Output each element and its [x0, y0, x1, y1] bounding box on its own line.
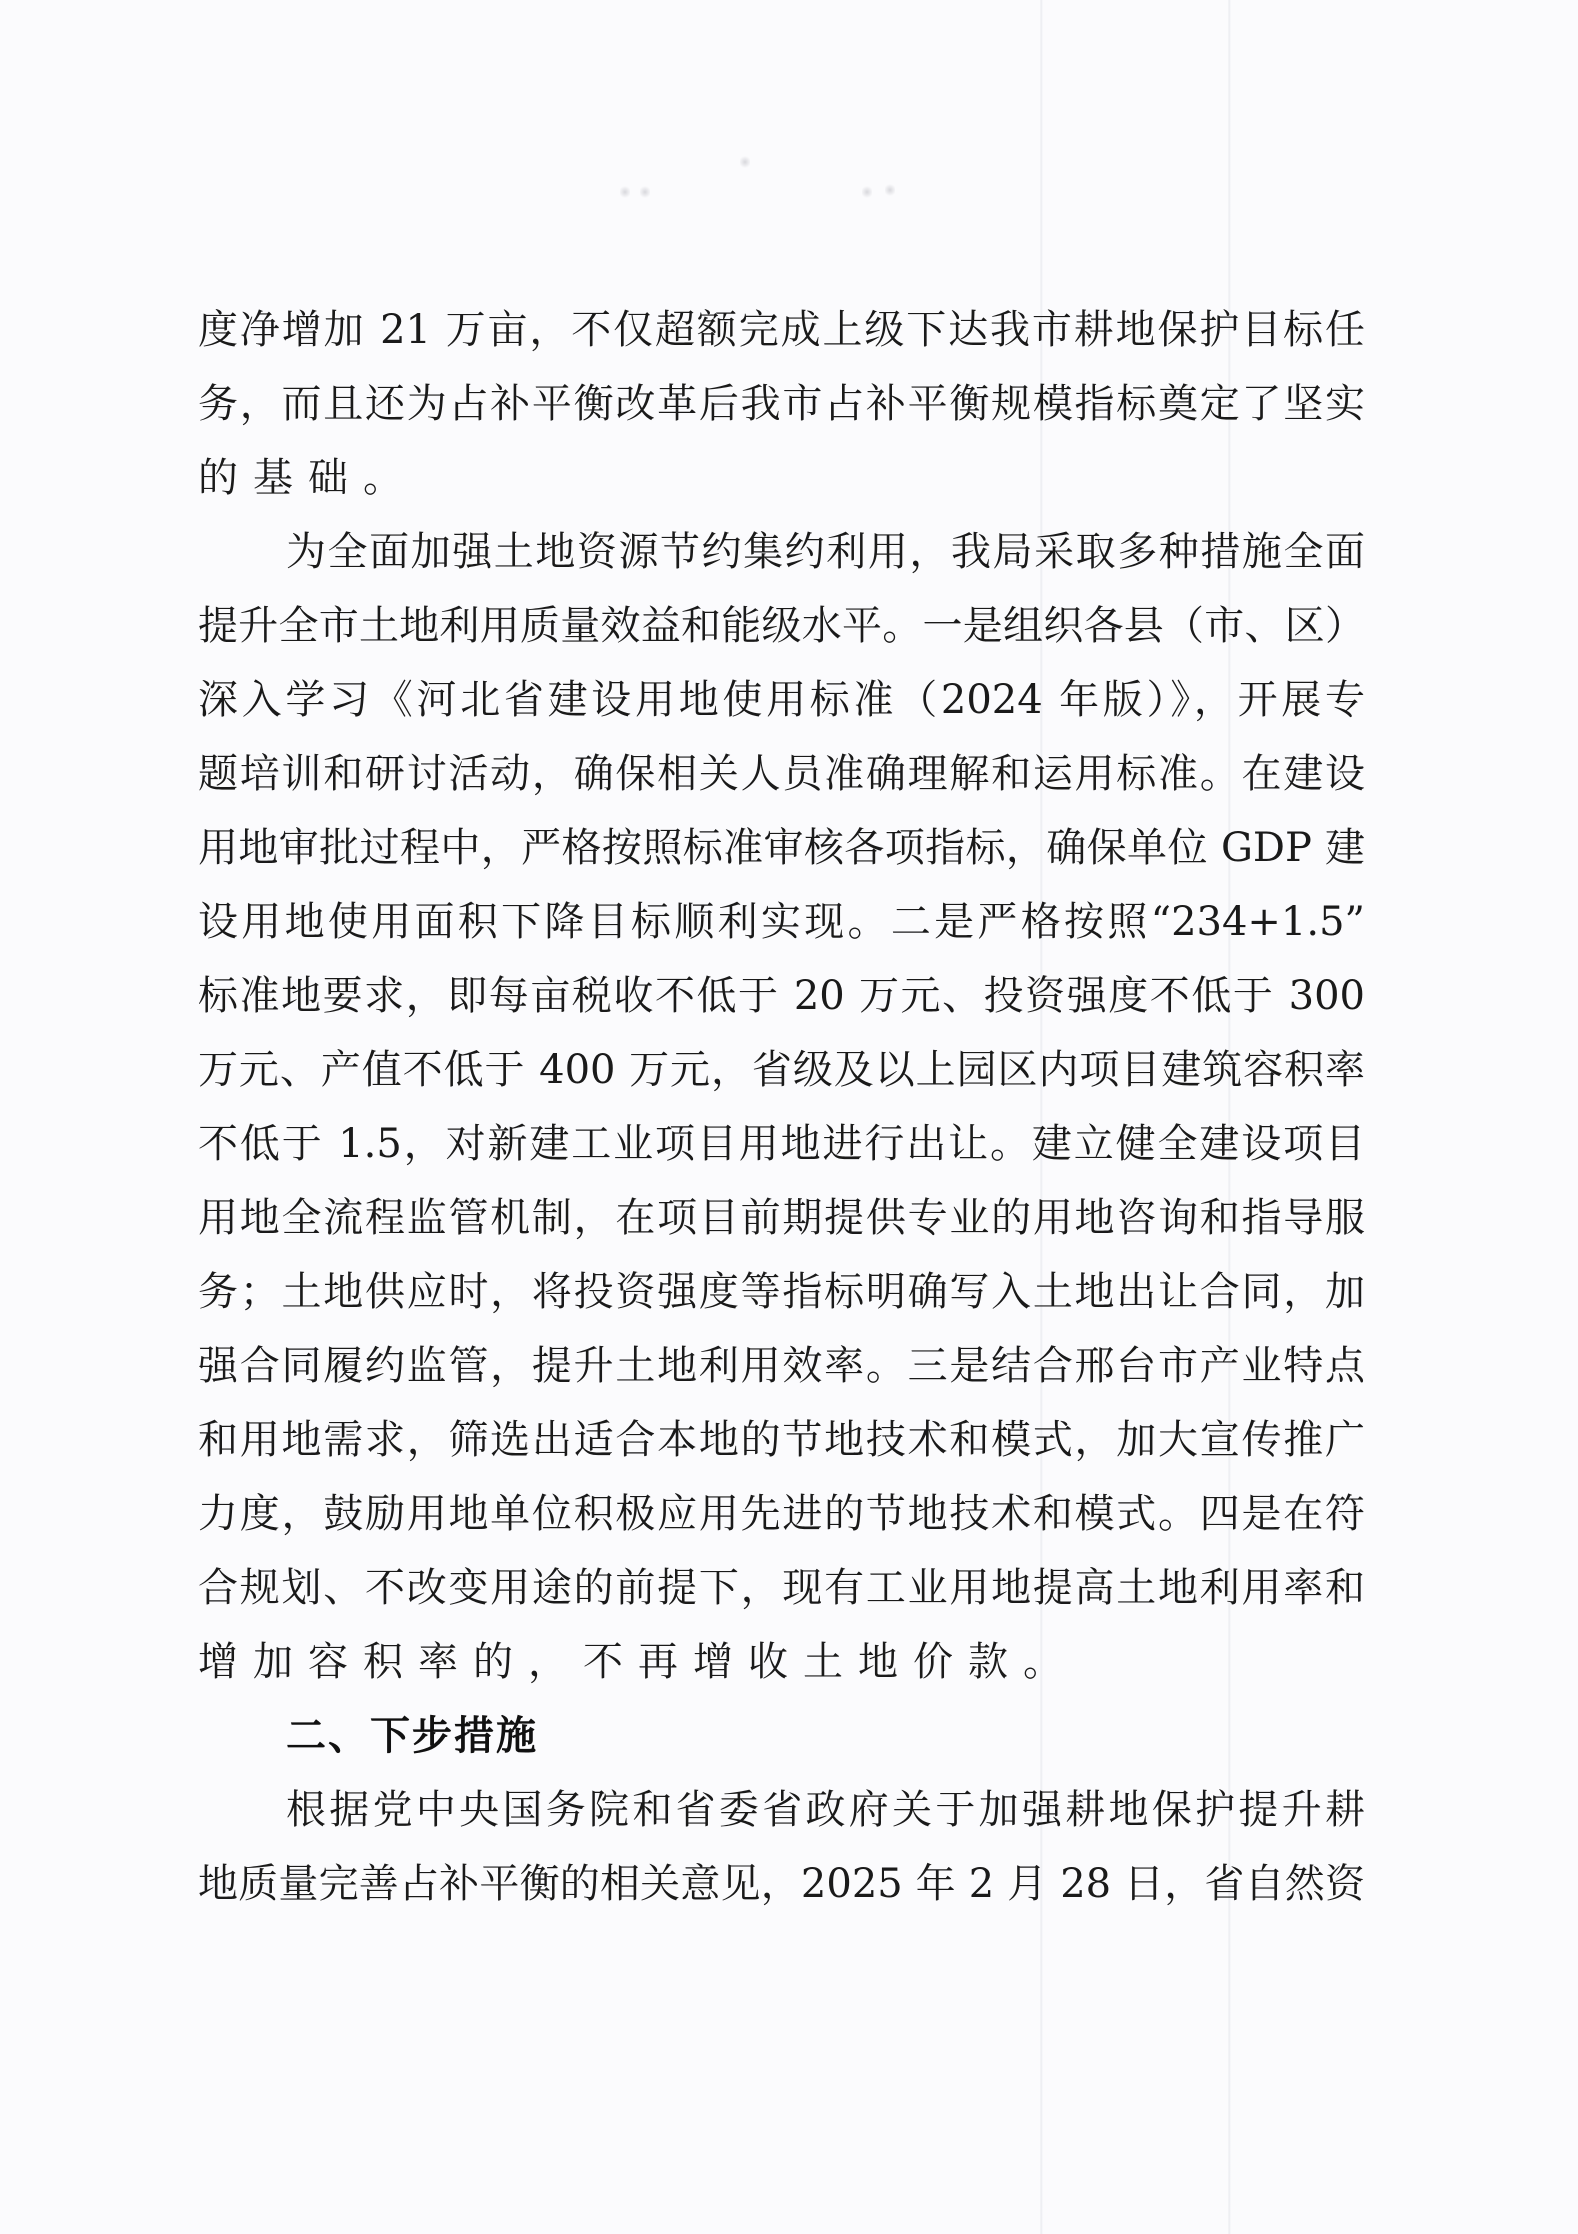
text-line: 标准地要求，即每亩税收不低于 20 万元、投资强度不低于 300	[198, 973, 1365, 1019]
text-line: 和用地需求，筛选出适合本地的节地技术和模式，加大宣传推广	[198, 1417, 1365, 1463]
section-heading-next-steps: 二、下步措施	[286, 1713, 538, 1759]
paragraph-next-steps	[198, 1782, 1365, 1930]
text-line: 深入学习《河北省建设用地使用标准（2024 年版）》，开展专	[198, 677, 1365, 723]
text-line: 万元、产值不低于 400 万元，省级及以上园区内项目建筑容积率	[198, 1047, 1365, 1093]
scan-artifact	[640, 185, 650, 199]
text-line: 地质量完善占补平衡的相关意见，2025 年 2 月 28 日，省自然资	[198, 1861, 1365, 1907]
text-line: 不低于 1.5，对新建工业项目用地进行出让。建立健全建设项目	[198, 1121, 1365, 1167]
scan-artifact	[740, 155, 750, 169]
scan-artifact	[885, 183, 895, 197]
text-line: 根据党中央国务院和省委省政府关于加强耕地保护提升耕	[286, 1787, 1365, 1833]
text-line: 题培训和研讨活动，确保相关人员准确理解和运用标准。在建设	[198, 751, 1365, 797]
text-line: 务；土地供应时，将投资强度等指标明确写入土地出让合同，加	[198, 1269, 1365, 1315]
paragraph-land-intensive-use	[198, 524, 1365, 1708]
document-body	[198, 302, 1365, 1930]
text-line: 提升全市土地利用质量效益和能级水平。一是组织各县（市、区）	[198, 603, 1365, 649]
text-line: 度净增加 21 万亩，不仅超额完成上级下达我市耕地保护目标任	[198, 307, 1365, 353]
text-line: 力度，鼓励用地单位积极应用先进的节地技术和模式。四是在符	[198, 1491, 1365, 1537]
text-line: 强合同履约监管，提升土地利用效率。三是结合邢台市产业特点	[198, 1343, 1365, 1389]
text-line: 为全面加强土地资源节约集约利用，我局采取多种措施全面	[286, 529, 1365, 575]
text-line: 设用地使用面积下降目标顺利实现。二是严格按照“234+1.5”	[198, 899, 1365, 945]
text-line: 合规划、不改变用途的前提下，现有工业用地提高土地利用率和	[198, 1565, 1365, 1611]
text-line: 务，而且还为占补平衡改革后我市占补平衡规模指标奠定了坚实	[198, 381, 1365, 427]
text-line: 的基础。	[198, 455, 418, 501]
text-line: 用地全流程监管机制，在项目前期提供专业的用地咨询和指导服	[198, 1195, 1365, 1241]
text-line: 增加容积率的，不再增收土地价款。	[198, 1639, 1078, 1685]
text-line: 用地审批过程中，严格按照标准审核各项指标，确保单位 GDP 建	[198, 825, 1365, 871]
scan-artifact	[862, 185, 872, 199]
scan-artifact	[620, 185, 630, 199]
paragraph-cultivated-land-increase	[198, 302, 1365, 524]
